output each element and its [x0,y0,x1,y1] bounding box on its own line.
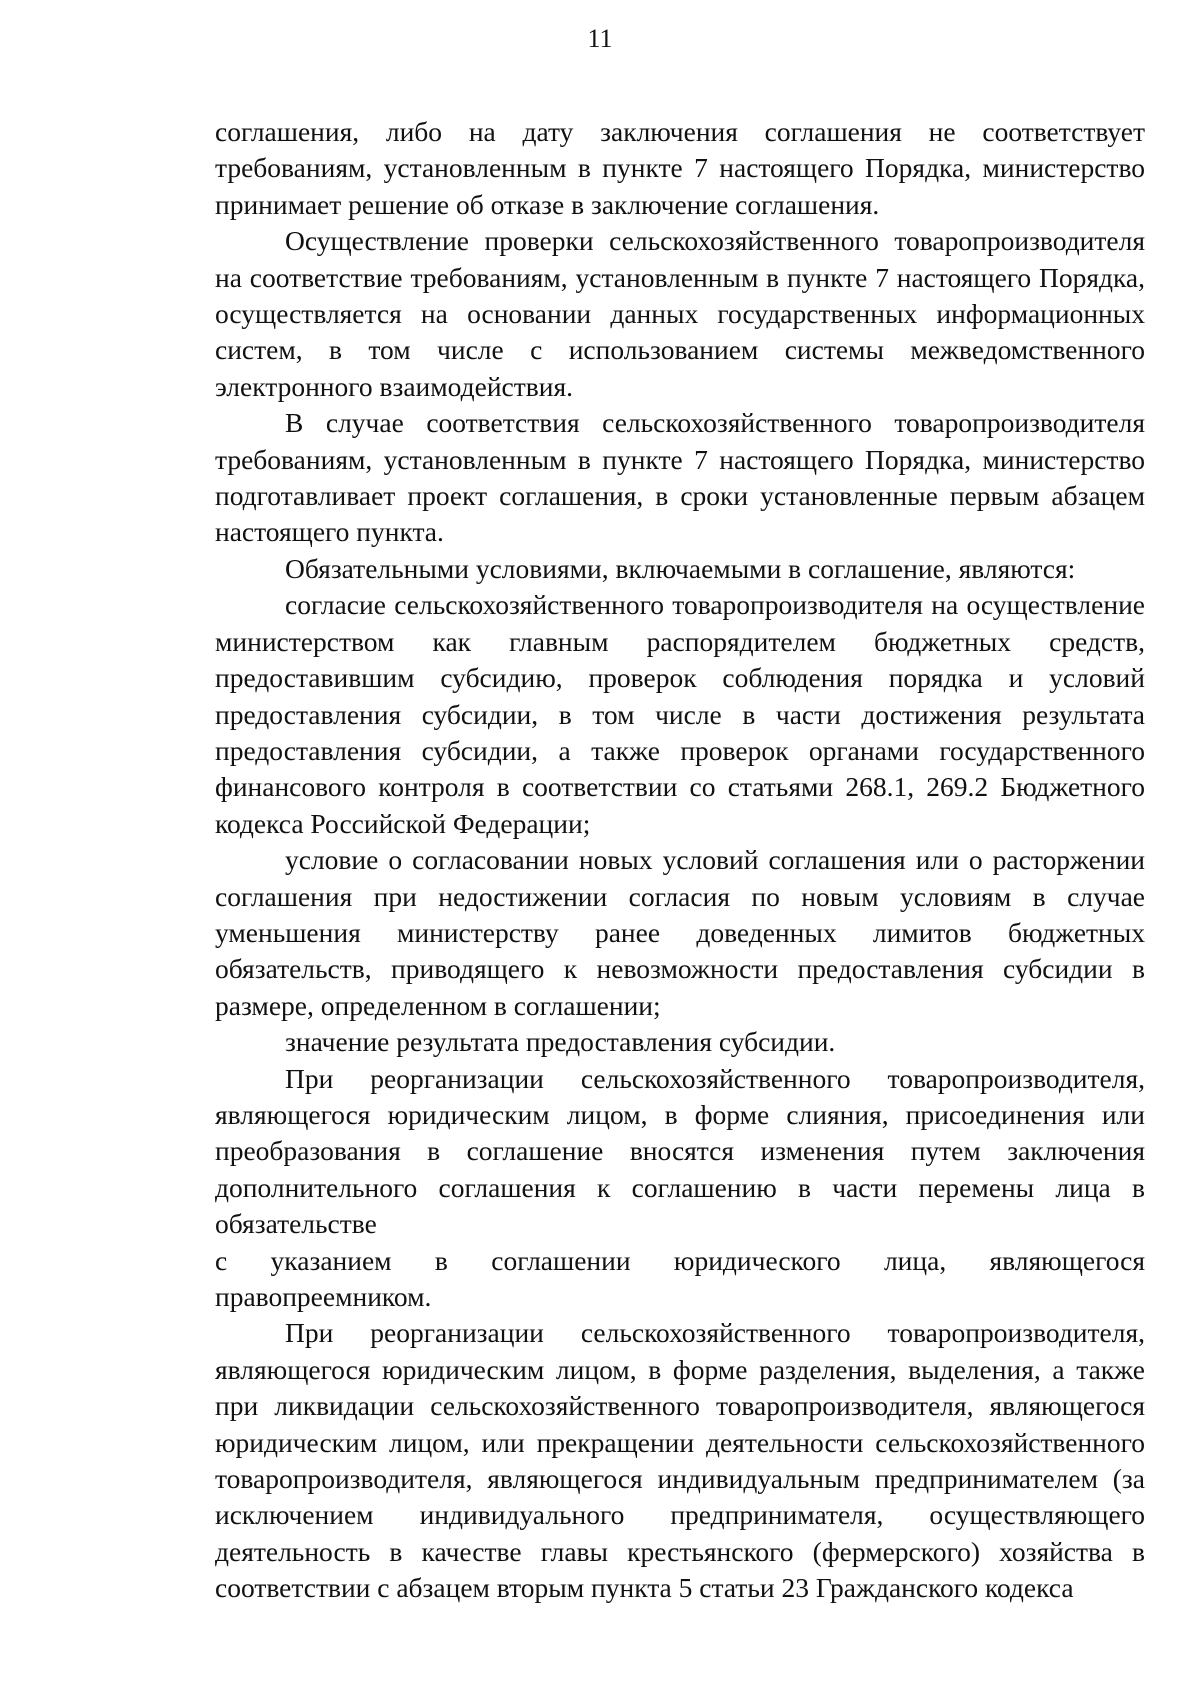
paragraph-reorganization-division: При реорганизации сельскохозяйственного товаропроизводителя, являющегося юридическим лицом, в форме разделения, выделения, а также при ликвидации сельскохозяйственного товаропроизводителя, являющегося юридическим лицом, или прекращении деятельности сельскохозяйственного товаропроизводителя, являющегося индивидуальным предпринимателем (за исключением индивидуального предпринимателя, осуществляющего деятельность в качестве главы крестьянского (фермерского) хозяйства в соответствии с абзацем вторым пункта 5 статьи 23 Гражданского кодекса [215,1317,1145,1604]
paragraph-condition-new-terms: условие о согласовании новых условий соглашения или о расторжении соглашения при недостижении согласия по новым условиям в случае уменьшения министерству ранее доведенных лимитов бюджетных обязательств, приводящего к невозможности предоставления субсидии в размере, определенном в соглашении; [215,844,1145,1021]
paragraph-condition-consent: согласие сельскохозяйственного товаропроизводителя на осуществление министерством как главным распорядителем бюджетных средств, предоставившим субсидию, проверок соблюдения порядка и условий предоставления субсидии, в том числе в части достижения результата предоставления субсидии, а также проверок органами государственного финансового контроля в соответствии со статьями 268.1, 269.2 Бюджетного кодекса Российской Федерации; [215,589,1145,839]
paragraph-continuation: соглашения, либо на дату заключения соглашения не соответствует требованиям, установленным в пункте 7 настоящего Порядка, министерство принимает решение об отказе в заключение соглашения. [215,116,1145,220]
paragraph-reorganization-merger: При реорганизации сельскохозяйственного товаропроизводителя, являющегося юридическим лицом, в форме слияния, присоединения или преобразования в соглашение вносятся изменения путем заключения дополнительного соглашения к соглашению в части перемены лица в обязательстве [215,1062,1145,1240]
paragraph-verification: Осуществление проверки сельскохозяйственного товаропроизводителя на соответствие требованиям, установленным в пункте 7 настоящего Порядка, осуществляется на основании данных государственных информационных систем, в том числе с использованием системы межведомственного электронного взаимодействия. [215,225,1145,402]
document-body [215,114,1145,1607]
paragraph-condition-result-value: значение результата предоставления субсидии. [285,1026,836,1058]
paragraph-mandatory-conditions: Обязательными условиями, включаемыми в соглашение, являются: [285,552,1076,584]
page-number: 11 [587,24,613,53]
paragraph-compliance-case: В случае соответствия сельскохозяйственного товаропроизводителя требованиям, установленным в пункте 7 настоящего Порядка, министерство подготавливает проект соглашения, в сроки установленные первым абзацем настоящего пункта. [215,407,1145,548]
paragraph-successor: с указанием в соглашении юридического лица, являющегося правопреемником. [215,1244,1145,1312]
